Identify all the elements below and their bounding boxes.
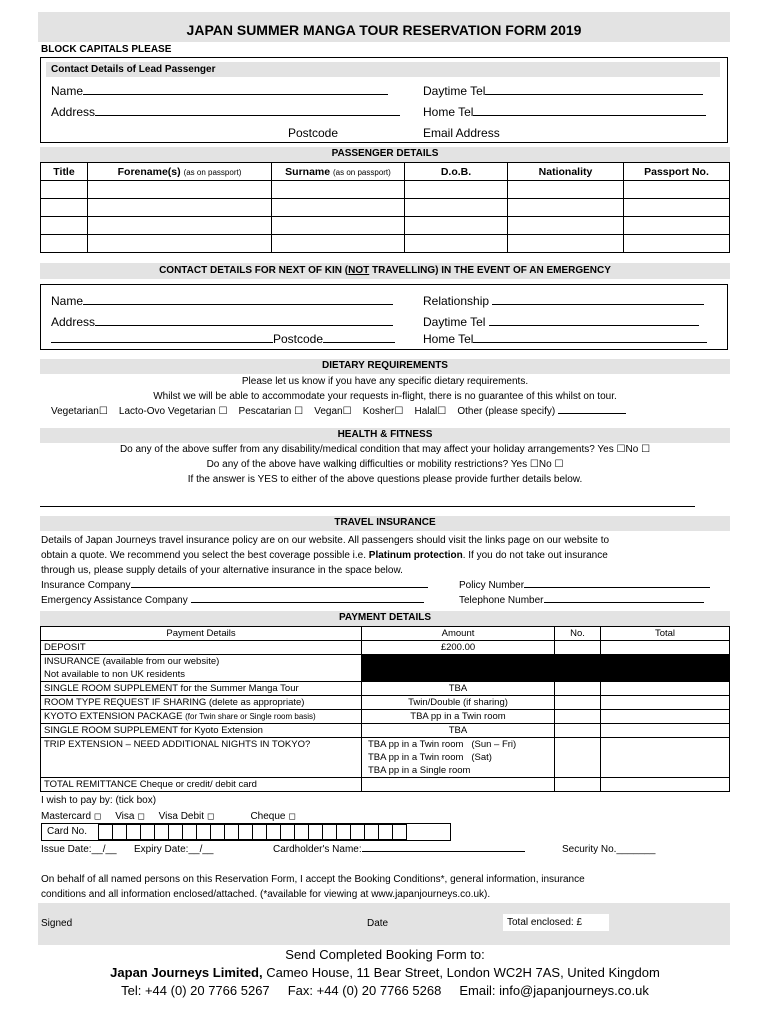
- checkbox-icon: ☐: [218, 406, 228, 417]
- dietary-line2: Whilst we will be able to accommodate your requests in-flight, there is no guarantee of this whilst on tour.: [153, 391, 617, 402]
- passenger-row[interactable]: [41, 217, 730, 235]
- checkbox-icon[interactable]: ☐: [616, 444, 626, 455]
- passenger-table: [40, 162, 730, 253]
- col-title: Title: [41, 163, 88, 181]
- dietary-header: DIETARY REQUIREMENTS: [40, 359, 730, 374]
- card-number-label: Card No.: [47, 826, 88, 837]
- pay-by-label: I wish to pay by: (tick box): [41, 795, 157, 806]
- checkbox-icon[interactable]: ☐: [529, 459, 539, 470]
- passenger-row[interactable]: [41, 199, 730, 217]
- col-surname: Surname (as on passport): [272, 163, 405, 181]
- kin-name-field[interactable]: Name: [51, 294, 393, 308]
- kin-address-field[interactable]: Address: [51, 315, 393, 329]
- payment-row-trip-extension[interactable]: TRIP EXTENSION – NEED ADDITIONAL NIGHTS IN TOKYO? TBA pp in a Twin room (Sun – Fri) TBA pp in a Twin room (Sat) TBA pp in a Single room: [41, 738, 730, 778]
- checkbox-icon: ☐: [98, 406, 108, 417]
- checkbox-icon[interactable]: ☐: [554, 459, 564, 470]
- option-halal[interactable]: Halal☐: [414, 406, 447, 417]
- checkbox-icon[interactable]: ☐: [641, 444, 651, 455]
- passenger-details-header: PASSENGER DETAILS: [40, 147, 730, 162]
- telephone-number-field[interactable]: Telephone Number: [459, 595, 704, 606]
- dietary-line1: Please let us know if you have any specific dietary requirements.: [241, 376, 529, 387]
- block-capitals-note: BLOCK CAPITALS PLEASE: [41, 44, 172, 55]
- option-kosher[interactable]: Kosher☐: [362, 406, 404, 417]
- dietary-options: [51, 406, 626, 417]
- payment-row-deposit[interactable]: DEPOSIT £200.00: [41, 641, 730, 655]
- kin-postcode-field[interactable]: Postcode: [51, 332, 395, 346]
- passenger-row[interactable]: [41, 181, 730, 199]
- signed-field[interactable]: Signed: [41, 918, 73, 929]
- option-vegan[interactable]: Vegan☐: [314, 406, 352, 417]
- security-number-field[interactable]: Security No._______: [562, 844, 656, 855]
- health-question-2: Do any of the above have walking difficulties or mobility restrictions? Yes ☐No ☐: [206, 459, 564, 470]
- method-visa-debit[interactable]: Visa Debit ◻: [158, 811, 215, 822]
- date-field[interactable]: Date: [367, 918, 389, 929]
- option-pescatarian[interactable]: Pescatarian ☐: [238, 406, 304, 417]
- checkbox-icon: ☐: [342, 406, 352, 417]
- payment-table: [40, 626, 730, 792]
- kin-relationship-field[interactable]: Relationship: [423, 294, 704, 308]
- payment-row-kyoto-extension[interactable]: KYOTO EXTENSION PACKAGE (for Twin share or Single room basis) TBA pp in a Twin room: [41, 710, 730, 724]
- health-header: HEALTH & FITNESS: [40, 428, 730, 443]
- declaration-line1: On behalf of all named persons on this Reservation Form, I accept the Booking Conditions*, general information, insurance: [41, 874, 585, 885]
- payment-row-insurance[interactable]: INSURANCE (available from our website) Not available to non UK residents: [41, 655, 730, 682]
- passenger-table-header: [41, 163, 730, 181]
- health-question-3: If the answer is YES to either of the above questions please provide further details below.: [187, 474, 583, 485]
- option-vegetarian[interactable]: Vegetarian☐: [51, 406, 108, 417]
- next-of-kin-header: CONTACT DETAILS FOR NEXT OF KIN (NOT TRAVELLING) IN THE EVENT OF AN EMERGENCY: [40, 263, 730, 279]
- checkbox-icon: ◻: [137, 811, 145, 821]
- lead-name-field[interactable]: Name: [51, 84, 388, 98]
- option-lacto-ovo[interactable]: Lacto-Ovo Vegetarian ☐: [118, 406, 228, 417]
- checkbox-icon: ☐: [437, 406, 447, 417]
- payment-row-total[interactable]: TOTAL REMITTANCE Cheque or credit/ debit card: [41, 778, 730, 792]
- footer-address: Japan Journeys Limited, Cameo House, 11 Bear Street, London WC2H 7AS, United Kingdom: [110, 965, 660, 980]
- insurance-company-field[interactable]: Insurance Company: [41, 580, 428, 591]
- passenger-row[interactable]: [41, 235, 730, 253]
- payment-row-room-type[interactable]: ROOM TYPE REQUEST IF SHARING (delete as appropriate) Twin/Double (if sharing): [41, 696, 730, 710]
- lead-home-tel-field[interactable]: Home Tel: [423, 105, 706, 119]
- lead-postcode-label: Postcode: [288, 126, 339, 140]
- kin-daytime-tel-field[interactable]: Daytime Tel: [423, 315, 699, 329]
- payment-row-kyoto-single[interactable]: SINGLE ROOM SUPPLEMENT for Kyoto Extension TBA: [41, 724, 730, 738]
- lead-passenger-header: Contact Details of Lead Passenger: [46, 62, 720, 77]
- page-title: JAPAN SUMMER MANGA TOUR RESERVATION FORM 2019: [186, 22, 582, 38]
- card-number-cells[interactable]: [98, 824, 406, 845]
- col-forename: Forename(s) (as on passport): [88, 163, 272, 181]
- lead-daytime-tel-field[interactable]: Daytime Tel: [423, 84, 703, 98]
- payment-table-header: Payment Details Amount No. Total: [41, 627, 730, 641]
- cardholder-name-field[interactable]: Cardholder's Name:: [273, 844, 525, 855]
- lead-email-label: Email Address: [423, 126, 500, 140]
- col-nationality: Nationality: [508, 163, 624, 181]
- method-mastercard[interactable]: Mastercard ◻: [41, 811, 102, 822]
- method-visa[interactable]: Visa ◻: [115, 811, 145, 822]
- method-cheque[interactable]: Cheque ◻: [250, 811, 296, 822]
- health-details-line[interactable]: [40, 506, 695, 507]
- declaration-line2: conditions and all information enclosed/attached. (*available for viewing at www.japanjourneys.co.uk).: [41, 889, 491, 900]
- payment-header: PAYMENT DETAILS: [40, 611, 730, 626]
- payment-methods: [41, 811, 296, 822]
- emergency-company-field[interactable]: Emergency Assistance Company: [41, 595, 424, 606]
- checkbox-icon: ◻: [206, 811, 215, 821]
- total-enclosed-field[interactable]: Total enclosed: £: [503, 914, 609, 931]
- insurance-header: TRAVEL INSURANCE: [40, 516, 730, 531]
- health-question-1: Do any of the above suffer from any disability/medical condition that may affect your holiday arrangements? Yes ☐No ☐: [119, 444, 651, 455]
- checkbox-icon: ◻: [288, 811, 296, 821]
- insurance-para-1: Details of Japan Journeys travel insurance policy are on our website. All passengers should visit the links page on our website to: [41, 535, 610, 546]
- kin-home-tel-field[interactable]: Home Tel: [423, 332, 707, 346]
- col-passport: Passport No.: [624, 163, 730, 181]
- checkbox-icon: ◻: [93, 811, 102, 821]
- col-dob: D.o.B.: [405, 163, 508, 181]
- payment-row-single-supplement[interactable]: SINGLE ROOM SUPPLEMENT for the Summer Manga Tour TBA: [41, 682, 730, 696]
- footer-contact: Tel: +44 (0) 20 7766 5267 Fax: +44 (0) 20 7766 5268 Email: info@japanjourneys.co.uk: [121, 983, 649, 998]
- option-other[interactable]: Other (please specify): [457, 406, 626, 417]
- lead-address-field[interactable]: Address: [51, 105, 400, 119]
- insurance-para-2: obtain a quote. We recommend you select the best coverage possible i.e. Platinum protection. If you do not take out insurance: [41, 550, 608, 561]
- issue-date-field[interactable]: Issue Date:__/__: [41, 844, 117, 855]
- checkbox-icon: ☐: [294, 406, 304, 417]
- policy-number-field[interactable]: Policy Number: [459, 580, 710, 591]
- insurance-para-3: through us, please supply details of your alternative insurance in the space below.: [41, 565, 403, 576]
- expiry-date-field[interactable]: Expiry Date:__/__: [134, 844, 214, 855]
- footer-send-to: Send Completed Booking Form to:: [285, 947, 485, 962]
- checkbox-icon: ☐: [394, 406, 404, 417]
